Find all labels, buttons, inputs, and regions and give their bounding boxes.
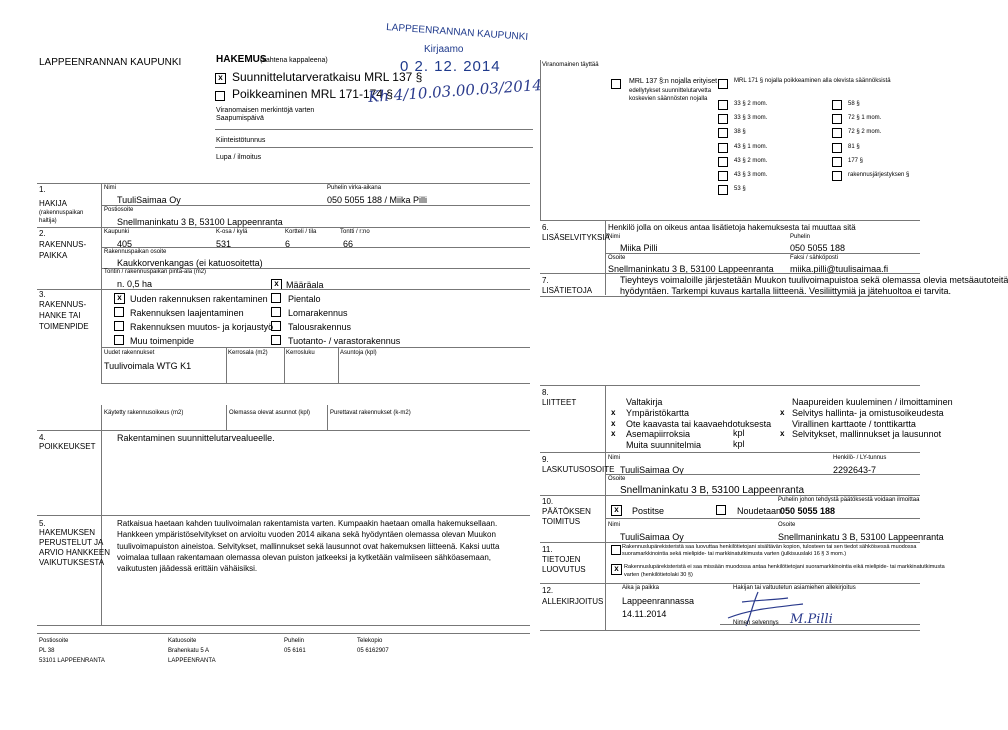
consent-allow-checkbox[interactable] bbox=[611, 545, 621, 555]
footer-heading: Postiosoite bbox=[39, 638, 69, 644]
contact-phone: 050 5055 188 bbox=[790, 243, 846, 253]
sec9-addr-label: Osoite bbox=[608, 476, 626, 482]
sec12-label: ALLEKIRJOITUS bbox=[542, 597, 604, 606]
option-137-checkbox[interactable]: x bbox=[215, 73, 226, 84]
delivery-post-checkbox[interactable]: x bbox=[611, 505, 622, 516]
project-option-checkbox[interactable]: x bbox=[114, 293, 125, 304]
sec3-used-label: Käytetty rakennusoikeus (m2) bbox=[104, 410, 184, 416]
sec2-num: 2. bbox=[39, 229, 46, 238]
sec8-label: LIITTEET bbox=[542, 398, 577, 407]
sec6-phone-label: Puhelin bbox=[790, 234, 811, 240]
applicant-phone: 050 5055 188 / Miika Pilli bbox=[327, 195, 428, 205]
building-type-label: Tuotanto- / varastorakennus bbox=[288, 336, 401, 346]
sec7-label: LISÄTIETOJA bbox=[542, 286, 593, 295]
plot-area: n. 0,5 ha bbox=[117, 279, 153, 289]
consent-deny-text: Rakennuslupärekisteristä ei saa missään muodossa antaa henkilötietojani suoramarkkinointia eikä mielipide- tai markkinatutkimusta bbox=[624, 564, 945, 570]
sec2-label: RAKENNUS- bbox=[39, 240, 87, 249]
auth-right-label: 177 § bbox=[848, 157, 864, 164]
sign-place: Lappeenrannassa bbox=[622, 596, 695, 606]
building-type-label: Talousrakennus bbox=[288, 322, 352, 332]
sec2-tontti-label: Tontti / r:no bbox=[340, 229, 370, 235]
sec3-floor-label: Kerrosala (m2) bbox=[228, 350, 268, 356]
attachment-label: Ympäristökartta bbox=[626, 407, 690, 418]
sec6-label: LISÄSELVITYKSIÄ bbox=[542, 233, 610, 242]
permit-label: Lupa / ilmoitus bbox=[216, 154, 262, 161]
sec3-existing-label: Olemassa olevat asunnot (kpl) bbox=[229, 410, 311, 416]
attachment-label: Selvitykset, mallinnukset ja lausunnot bbox=[792, 429, 942, 440]
sec10-label2: TOIMITUS bbox=[542, 517, 581, 526]
auth-mid-label: 53 § bbox=[734, 186, 746, 193]
footer-line1: 05 6162907 bbox=[357, 648, 389, 654]
auth-mid-checkbox[interactable] bbox=[718, 157, 728, 167]
footer-line1: 05 6161 bbox=[284, 648, 306, 654]
auth-mid-checkbox[interactable] bbox=[718, 143, 728, 153]
sec11-label: TIETOJEN bbox=[542, 555, 581, 564]
maaraala-checkbox[interactable]: x bbox=[271, 279, 282, 290]
arrival-date-label: Saapumispäivä bbox=[216, 115, 264, 122]
auth-mid-label: 43 § 3 mom. bbox=[734, 172, 768, 178]
sec6-addr-label: Osoite bbox=[608, 255, 626, 261]
billing-name: TuuliSaimaa Oy bbox=[620, 465, 684, 475]
kpl-2: kpl bbox=[733, 439, 745, 449]
auth-right-checkbox[interactable] bbox=[832, 171, 842, 181]
attachment-mark[interactable]: x bbox=[611, 407, 616, 417]
footer-heading: Puhelin bbox=[284, 638, 305, 644]
stamp-date: 0 2. 12. 2014 bbox=[400, 58, 501, 75]
sec3-demol-label: Purettavat rakennukset (k-m2) bbox=[330, 410, 411, 416]
auth-right-checkbox[interactable] bbox=[832, 143, 842, 153]
auth-171-checkbox[interactable] bbox=[718, 79, 728, 89]
sec3-new-label: Uudet rakennukset bbox=[104, 350, 155, 356]
contact-address: Snellmaninkatu 3 B, 53100 Lappeenranta bbox=[608, 264, 774, 274]
auth-mid-label: 43 § 1 mom. bbox=[734, 143, 768, 150]
sec5-num: 5. bbox=[39, 519, 46, 528]
attachment-label: Valtakirja bbox=[626, 397, 663, 407]
officer-label: Viranomaisen merkintöjä varten bbox=[216, 107, 315, 114]
auth-right-checkbox[interactable] bbox=[832, 128, 842, 138]
form-title: HAKEMUS bbox=[216, 54, 267, 65]
attachment-label: Virallinen karttaote / tonttikartta bbox=[792, 418, 916, 429]
sec3-num: 3. bbox=[39, 290, 46, 299]
footer-line2: LAPPEENRANTA bbox=[168, 658, 216, 664]
sec1-label3: haltija) bbox=[39, 218, 57, 224]
auth-right-label: 72 § 1 mom. bbox=[848, 115, 882, 122]
sec4-num: 4. bbox=[39, 433, 46, 442]
exceptions-text: Rakentaminen suunnittelutarvealueelle. bbox=[117, 433, 275, 443]
sec2-k-label: Kaupunki bbox=[104, 229, 130, 235]
attachment-label: Muita suunnitelmia bbox=[626, 440, 702, 451]
decision-name: TuuliSaimaa Oy bbox=[620, 532, 684, 542]
sec2-site-label: Rakennuspaikan osoite bbox=[104, 249, 167, 255]
sec1-num: 1. bbox=[39, 185, 46, 194]
sec2-area-label: Tontin / rakennuspaikan pinta-ala (m2) bbox=[104, 269, 207, 275]
auth-right-label: rakennusjärjestyksen § bbox=[848, 172, 910, 178]
sec9-label: LASKUTUSOSOITE bbox=[542, 465, 615, 474]
justification-line: voimalaa tullaan rakentamaan olemassa olevan puiston jatkeeksi ja kytketään valmiiseen sähköasemaan, bbox=[117, 552, 491, 562]
attachment-label: Asemapiirroksia bbox=[626, 429, 691, 440]
delivery-pickup-checkbox[interactable] bbox=[716, 505, 726, 515]
auth-right-label: 58 § bbox=[848, 101, 860, 107]
auth-137-sub2: koskevien säännösten nojalla bbox=[629, 96, 708, 102]
sec10-num: 10. bbox=[542, 497, 554, 506]
sec9-num: 9. bbox=[542, 455, 549, 464]
building-type-checkbox[interactable] bbox=[271, 335, 281, 345]
stamp-org: LAPPEENRANNAN KAUPUNKI bbox=[385, 22, 529, 43]
delivery-pickup-label: Noudetaan bbox=[737, 506, 782, 516]
auth-right-checkbox[interactable] bbox=[832, 114, 842, 124]
justification-line: Ratkaisua haetaan kahden tuulivoimalan rakentamista varten. Kumpaakin haetaan omalla hakemuksellaan. bbox=[117, 519, 498, 528]
sec11-label2: LUOVUTUS bbox=[542, 565, 586, 574]
footer-line1: PL 38 bbox=[39, 648, 55, 654]
auth-mid-label: 33 § 2 mom. bbox=[734, 101, 768, 107]
site-address: Kaukkorvenkangas (ei katuosoitetta) bbox=[117, 258, 263, 268]
maaraala-label: Määräala bbox=[286, 280, 324, 290]
attachment-label: Selvitys hallinta- ja omistusoikeudesta bbox=[792, 407, 944, 418]
sec6-name-label: Nimi bbox=[608, 234, 620, 240]
billing-address: Snellmaninkatu 3 B, 53100 Lappeenranta bbox=[620, 485, 805, 496]
attachment-mark[interactable]: x bbox=[611, 429, 616, 439]
sec10-label: PÄÄTÖKSEN bbox=[542, 507, 591, 516]
auth-mid-label: 38 § bbox=[734, 129, 746, 136]
project-option-label: Muu toimenpide bbox=[130, 336, 195, 346]
building-type-checkbox[interactable] bbox=[271, 293, 281, 303]
contact-email: miika.pilli@tuulisaimaa.fi bbox=[790, 264, 889, 274]
project-option-label: Uuden rakennuksen rakentaminen bbox=[130, 294, 268, 304]
project-option-label: Rakennuksen laajentaminen bbox=[130, 308, 244, 318]
sec1-phone-label: Puhelin virka-aikana bbox=[327, 185, 382, 191]
attachment-mark[interactable]: x bbox=[780, 429, 785, 439]
sec12-sign-label: Hakijan tai valtuutetun asiamiehen allekirjoitus bbox=[733, 585, 856, 591]
auth-mid-label: 43 § 2 mom. bbox=[734, 157, 768, 164]
authority-label: Viranomainen täyttää bbox=[542, 62, 599, 68]
village-code: 531 bbox=[216, 239, 232, 249]
stamp-kirjaamo: Kirjaamo bbox=[424, 44, 464, 55]
sec3-dwell-label: Asuntoja (kpl) bbox=[340, 350, 377, 356]
block-code: 6 bbox=[285, 239, 291, 249]
auth-mid-checkbox[interactable] bbox=[718, 128, 728, 138]
auth-137-checkbox[interactable] bbox=[611, 79, 621, 89]
sec9-id-label: Henkilö- / LY-tunnus bbox=[833, 455, 887, 461]
option-137-label: Suunnittelutarveratkaisu MRL 137 § bbox=[232, 70, 423, 84]
org-name: LAPPEENRANNAN KAUPUNKI bbox=[39, 57, 182, 68]
justification-line: vaikutusten jäädessä erittäin vähäisiksi. bbox=[117, 564, 258, 574]
sec10-phone-label: Puhelin johon tehdystä päätöksestä voidaan ilmoittaa bbox=[778, 497, 920, 503]
name-clarification: M.Pilli bbox=[790, 612, 833, 627]
decision-phone: 050 5055 188 bbox=[780, 506, 836, 516]
applicant-address: Snellmaninkatu 3 B, 53100 Lappeenranta bbox=[117, 217, 283, 227]
option-171-checkbox[interactable] bbox=[215, 91, 225, 101]
attachment-label: Ote kaavasta tai kaavaehdotuksesta bbox=[626, 418, 772, 429]
consent-allow-text2: suoramarkkinointia sekä mielipide- tai markkinatutkimusta varten (julkisuuslaki 16 § 3 mom.) bbox=[622, 551, 847, 557]
additional-info-2: hyödyntäen. Tarkempi kuvaus kartalla liitteenä. Vesiliittymiä ja jätehuoltoa ei tarvita. bbox=[620, 286, 952, 296]
sec5-label: HAKEMUKSEN bbox=[39, 528, 96, 537]
sec3-label: RAKENNUS- bbox=[39, 300, 87, 309]
footer-heading: Katuosoite bbox=[168, 638, 197, 644]
attachment-mark[interactable]: x bbox=[780, 407, 785, 417]
sec5-label2: PERUSTELUT JA bbox=[39, 538, 104, 547]
sec6-fax-label: Faksi / sähköposti bbox=[790, 255, 839, 261]
plot-code: 66 bbox=[343, 239, 354, 249]
consent-deny-checkbox[interactable]: x bbox=[611, 564, 622, 575]
sec1-name-label: Nimi bbox=[104, 185, 116, 191]
sec1-label2: (rakennuspaikan bbox=[39, 210, 84, 216]
sec5-label4: VAIKUTUKSESTA bbox=[39, 558, 105, 567]
auth-right-checkbox[interactable] bbox=[832, 157, 842, 167]
handwritten-note: Kh 4/10.03.00.03/2014 bbox=[367, 75, 543, 107]
auth-mid-checkbox[interactable] bbox=[718, 185, 728, 195]
new-building: Tuulivoimala WTG K1 bbox=[104, 361, 192, 371]
building-type-label: Pientalo bbox=[288, 294, 321, 304]
sign-date: 14.11.2014 bbox=[622, 609, 667, 619]
auth-137-sub1: edellytykset suunnittelutarvetta bbox=[629, 88, 712, 94]
sec2-kortteli-label: Kortteli / tila bbox=[285, 229, 317, 235]
attachment-mark[interactable]: x bbox=[611, 418, 616, 428]
option-171-label: Poikkeaminen MRL 171-174 § bbox=[232, 87, 393, 101]
attachment-label: Naapureiden kuuleminen / ilmoittaminen bbox=[792, 397, 953, 407]
justification-line: tuulivoimapuiston aineistoa. Selvitykset, mallinnukset sekä lausunnot ovat hakemuksen liitteenä. Kaksi uutta bbox=[117, 541, 500, 551]
additional-info-1: Tieyhteys voimaloille järjestetään Muukon tuulivoimapuistoa sekä olemassa olevia metsäautoteitä bbox=[620, 275, 1008, 285]
building-type-label: Lomarakennus bbox=[288, 308, 348, 318]
sec1-address-label: Postiosoite bbox=[104, 207, 134, 213]
municipality-code: 405 bbox=[117, 239, 133, 249]
sec6-num: 6. bbox=[542, 223, 549, 232]
sec9-name-label: Nimi bbox=[608, 455, 620, 461]
auth-137-label: MRL 137 §:n nojalla erityiset bbox=[629, 78, 718, 85]
sec12-clar-label: Nimen selvennys bbox=[733, 620, 779, 626]
sec2-ko-label: K-osa / kylä bbox=[216, 229, 248, 235]
project-option-checkbox[interactable] bbox=[114, 321, 124, 331]
delivery-post-label: Postitse bbox=[632, 506, 665, 516]
sec10-name-label: Nimi bbox=[608, 522, 620, 528]
billing-id: 2292643-7 bbox=[833, 465, 877, 475]
contact-name: Miika Pilli bbox=[620, 243, 658, 253]
auth-right-checkbox[interactable] bbox=[832, 100, 842, 110]
auth-right-label: 72 § 2 mom. bbox=[848, 129, 882, 136]
sec11-num: 11. bbox=[542, 545, 553, 554]
copies-note: (kahtena kappaleena) bbox=[260, 57, 328, 64]
footer-line1: Brahenkatu 5 A bbox=[168, 648, 210, 654]
auth-right-label: 81 § bbox=[848, 143, 860, 150]
decision-address: Snellmaninkatu 3 B, 53100 Lappeenranta bbox=[778, 532, 944, 542]
justification-line: Hankkeen ympäristöselvitykset on arvioitu vuoden 2014 aikana sekä hyödyntäen olemassa olevan Muukon bbox=[117, 530, 496, 540]
sec2-label2: PAIKKA bbox=[39, 251, 68, 260]
sec12-num: 12. bbox=[542, 586, 554, 595]
building-type-checkbox[interactable] bbox=[271, 307, 281, 317]
sec3-floors-label: Kerrosluku bbox=[286, 350, 315, 356]
applicant-name: TuuliSaimaa Oy bbox=[117, 195, 181, 205]
project-option-checkbox[interactable] bbox=[114, 335, 124, 345]
consent-allow-text: Rakennuslupärekisteristä saa luovuttaa henkilötietojani sisältävän kopion, tulosteen tai sen tiedot sähköisessä muodossa bbox=[622, 544, 917, 550]
sec3-label3: TOIMENPIDE bbox=[39, 322, 89, 331]
auth-mid-label: 33 § 3 mom. bbox=[734, 115, 768, 122]
sec1-label: HAKIJA bbox=[39, 199, 68, 208]
auth-mid-checkbox[interactable] bbox=[718, 114, 728, 124]
consent-deny-text2: varten (henkilötietolaki 30 §) bbox=[624, 572, 693, 578]
auth-mid-checkbox[interactable] bbox=[718, 171, 728, 181]
footer-heading: Telekopio bbox=[357, 638, 383, 644]
sec10-addr-label: Osoite bbox=[778, 522, 796, 528]
sec6-title: Henkilö jolla on oikeus antaa lisätietoja hakemuksesta tai muuttaa sitä bbox=[608, 223, 856, 232]
project-option-checkbox[interactable] bbox=[114, 307, 124, 317]
footer-line2: 53101 LAPPEENRANTA bbox=[39, 658, 105, 664]
building-type-checkbox[interactable] bbox=[271, 321, 281, 331]
sec12-place-label: Aika ja paikka bbox=[622, 585, 660, 591]
kpl-1: kpl bbox=[733, 428, 745, 438]
project-option-label: Rakennuksen muutos- ja korjaustyö bbox=[130, 322, 274, 332]
auth-171-label: MRL 171 § nojalla poikkeaminen alla olevista säännöksistä bbox=[734, 78, 891, 84]
property-id-label: Kiinteistötunnus bbox=[216, 137, 266, 144]
sec3-label2: HANKE TAI bbox=[39, 311, 81, 320]
auth-mid-checkbox[interactable] bbox=[718, 100, 728, 110]
sec8-num: 8. bbox=[542, 388, 549, 397]
sec4-label: POIKKEUKSET bbox=[39, 442, 96, 451]
sec7-num: 7. bbox=[542, 276, 549, 285]
sec5-label3: ARVIO HANKKEEN bbox=[39, 548, 110, 557]
